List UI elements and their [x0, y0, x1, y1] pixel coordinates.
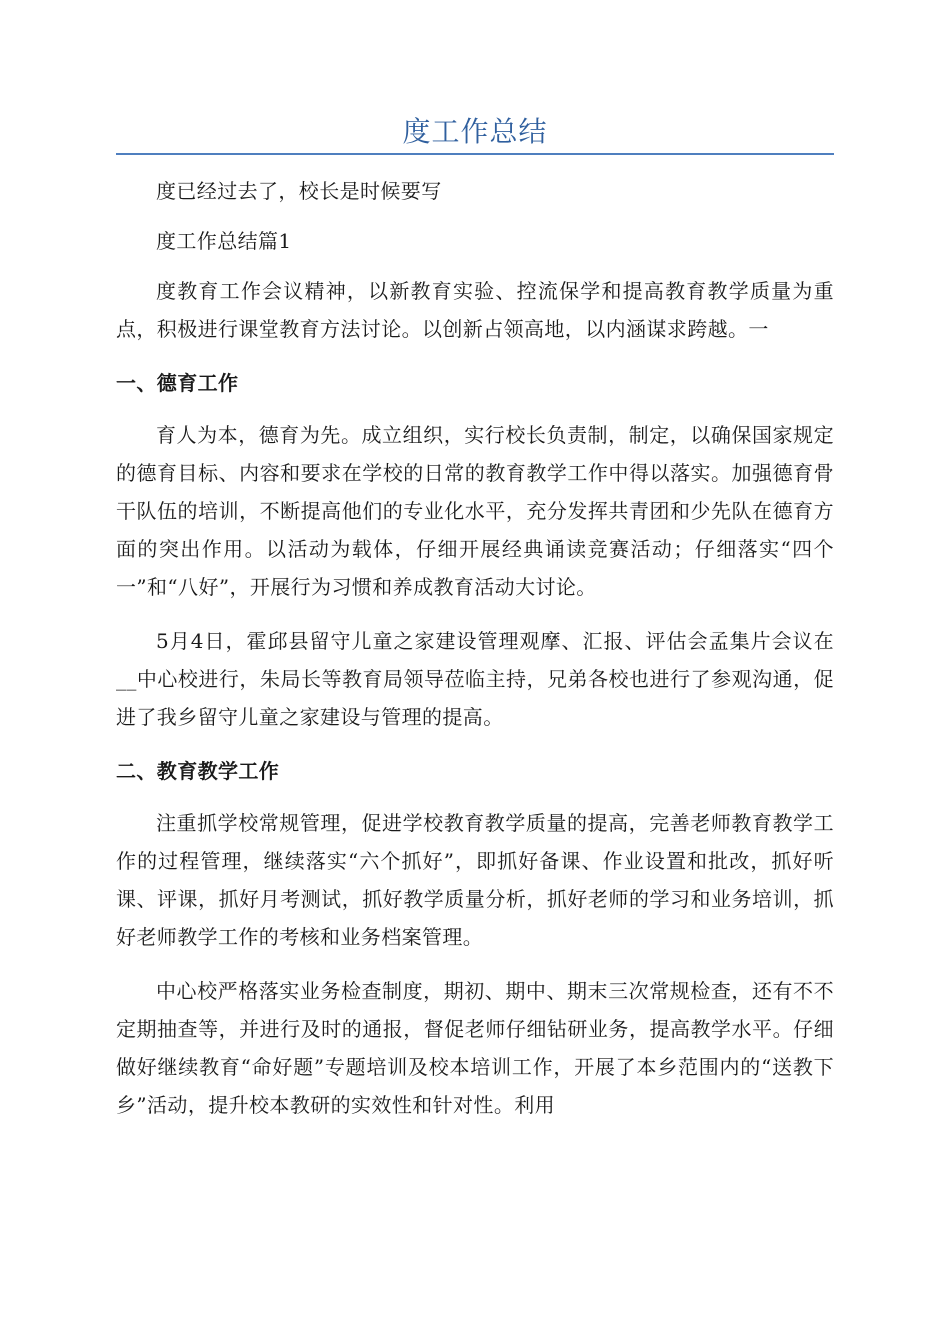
- section-heading-teaching-work: 二、教育教学工作: [116, 759, 280, 783]
- paragraph-inspection-system: 中心校严格落实业务检查制度，期初、期中、期末三次常规检查，还有不不定期抽查等，并进行及时的通报，督促老师仔细钻研业务，提高教学水平。仔细做好继续教育“命好题”专题培训及校本培训工作，开展了本乡范围内的“送教下乡”活动，提升校本教研的实效性和针对性。利用: [116, 979, 834, 1117]
- title-underline: [116, 153, 834, 155]
- paragraph-intro: 度已经过去了，校长是时候要写: [156, 179, 442, 203]
- paragraph-subtitle: 度工作总结篇1: [156, 229, 292, 253]
- document-body: [116, 172, 834, 1140]
- section-heading-moral-education: 一、德育工作: [116, 371, 239, 395]
- paragraph-may-4-meeting: 5月4日，霍邱县留守儿童之家建设管理观摩、汇报、评估会孟集片会议在__中心校进行，朱局长等教育局领导莅临主持，兄弟各校也进行了参观沟通，促进了我乡留守儿童之家建设与管理的提高。: [116, 629, 834, 729]
- paragraph-moral-education: 育人为本，德育为先。成立组织，实行校长负责制，制定，以确保国家规定的德育目标、内容和要求在学校的日常的教育教学工作中得以落实。加强德育骨干队伍的培训，不断提高他们的专业化水平，充分发挥共青团和少先队在德育方面的突出作用。以活动为载体，仔细开展经典诵读竞赛活动；仔细落实“四个一”和“八好”，开展行为习惯和养成教育活动大讨论。: [116, 423, 834, 599]
- paragraph-overview: 度教育工作会议精神，以新教育实验、控流保学和提高教育教学质量为重点，积极进行课堂教育方法讨论。以创新占领高地，以内涵谋求跨越。一: [116, 279, 834, 341]
- document-title: 度工作总结: [402, 115, 548, 148]
- paragraph-school-management: 注重抓学校常规管理，促进学校教育教学质量的提高，完善老师教育教学工作的过程管理，继续落实“六个抓好”，即抓好备课、作业设置和批改，抓好听课、评课，抓好月考测试，抓好教学质量分析，抓好老师的学习和业务培训，抓好老师教学工作的考核和业务档案管理。: [116, 811, 834, 949]
